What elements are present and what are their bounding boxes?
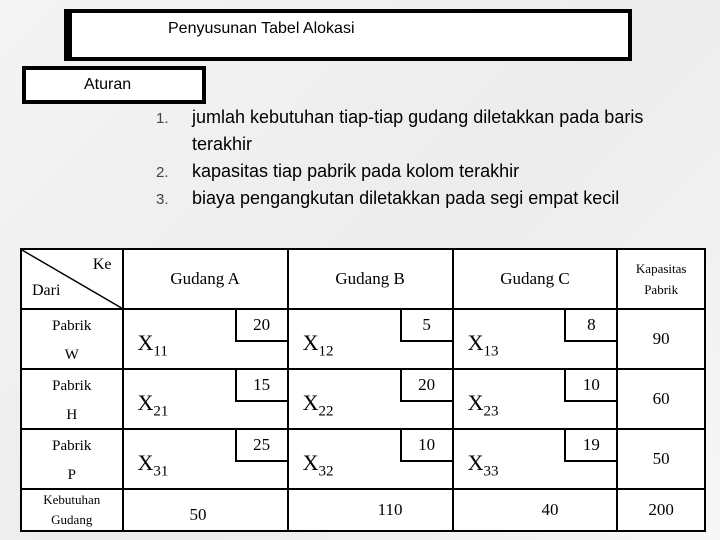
table-row [21,309,705,369]
capacity-cell: 90 [617,309,705,369]
column-header-gudang-a: Gudang A [123,249,288,309]
row-sublabel: H [66,407,78,423]
rule-item [156,158,676,185]
allocation-cell [288,429,453,489]
capacity-cell: 50 [617,429,705,489]
variable-label: $X_{22}$ [302,389,334,419]
demand-gudang-b: 110 [288,489,453,531]
allocation-cell [288,369,453,429]
variable-label: $X_{31}$ [137,449,169,479]
row-label: Pabrik [52,438,92,454]
row-header-pabrik-h [21,369,123,429]
row-sublabel: W [64,347,79,363]
table-row [21,429,705,489]
variable-label: $X_{13}$ [467,329,499,359]
cost-box: 10 [400,430,452,462]
row-header-pabrik-p [21,429,123,489]
demand-label-line1: Kebutuhan [43,492,101,507]
variable-label: $X_{12}$ [302,329,334,359]
variable-label: $X_{11}$ [137,329,168,359]
demand-row [21,489,705,531]
variable-label: $X_{33}$ [467,449,499,479]
cost-box: 19 [564,430,616,462]
allocation-cell [288,309,453,369]
column-header-gudang-b: Gudang B [288,249,453,309]
variable-label: $X_{32}$ [302,449,334,479]
allocation-cell [123,369,288,429]
corner-to-label: Ke [92,256,112,273]
row-label: Pabrik [52,318,92,334]
cost-box: 20 [235,310,287,342]
cost-box: 15 [235,370,287,402]
variable-label: $X_{23}$ [467,389,499,419]
rule-text: biaya pengangkutan diletakkan pada segi empat kecil [192,188,620,208]
table-row [21,369,705,429]
capacity-cell: 60 [617,369,705,429]
rules-heading: Aturan [84,76,132,93]
row-sublabel: P [67,467,76,483]
header-row [21,249,705,309]
cost-box: 20 [400,370,452,402]
rules-list [156,104,676,212]
corner-cell [21,249,123,309]
rule-number: 3. [156,191,169,208]
rule-number: 1. [156,110,169,127]
column-header-gudang-c: Gudang C [453,249,618,309]
capacity-header [617,249,705,309]
capacity-header-line2: Pabrik [644,282,679,297]
row-label: Pabrik [52,378,92,394]
demand-gudang-c: 40 [453,489,618,531]
title-box-edge [68,13,72,57]
rule-text: jumlah kebutuhan tiap-tiap gudang diletakkan pada baris terakhir [192,107,644,154]
allocation-cell [123,309,288,369]
allocation-cell [123,429,288,489]
demand-gudang-a: 50 [123,489,288,531]
allocation-cell [453,369,618,429]
rule-item [156,104,676,158]
cost-box: 8 [564,310,616,342]
allocation-table [20,248,706,532]
rule-text: kapasitas tiap pabrik pada kolom terakhir [192,161,520,181]
allocation-cell [453,429,618,489]
rule-number: 2. [156,164,169,181]
demand-label-line2: Gudang [51,512,93,527]
cost-box: 10 [564,370,616,402]
row-header-pabrik-w [21,309,123,369]
capacity-header-line1: Kapasitas [635,261,687,276]
rule-item [156,185,676,212]
corner-from-label: Dari [32,282,61,299]
demand-label [21,489,123,531]
cost-box: 5 [400,310,452,342]
variable-label: $X_{21}$ [137,389,169,419]
allocation-cell [453,309,618,369]
cost-box: 25 [235,430,287,462]
page-title: Penyusunan Tabel Alokasi [168,20,355,37]
demand-total: 200 [617,489,705,531]
